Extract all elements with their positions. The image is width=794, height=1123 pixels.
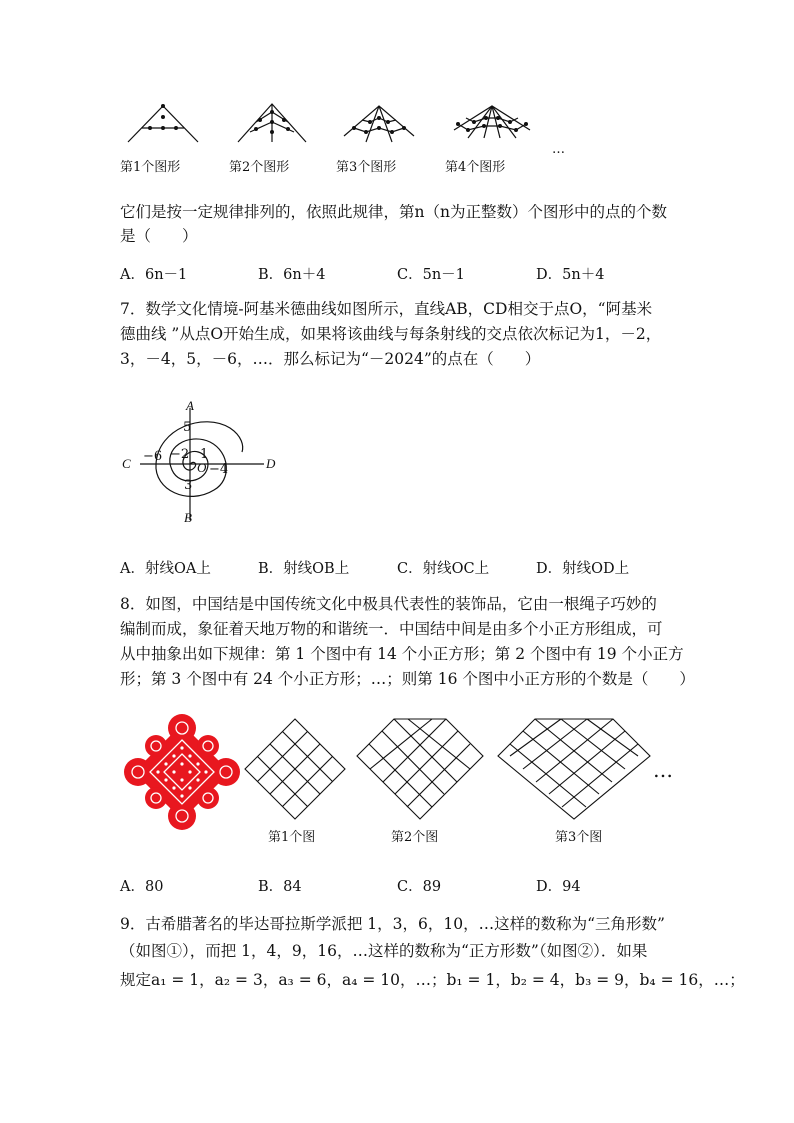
q7-stem-line-2: 德曲线 ”从点O开始生成，如果将该曲线与每条射线的交点依次标记为1，－2， [120,325,662,343]
q7-label-minus4: −4 [209,462,229,477]
q6-figure-4 [454,104,530,140]
q7-label-minus6: −6 [143,449,163,464]
q6-figure-2 [238,100,306,144]
q7-option-d: D．射线OD上 [536,561,630,577]
q6-stem-line-1: 它们是按一定规律排列的，依照此规律，第n（n为正整数）个图形中的点的个数 [120,203,667,221]
q6-figure-label-1: 第1个图形 [120,160,181,175]
q8-figure-label-1: 第1个图 [268,830,316,845]
q7-label-3: 3 [184,478,193,493]
q6-option-c: C．5n－1 [397,267,465,283]
q8-stem-line-2: 编制而成，象征着天地万物的和谐统一．中国结中间是由多个小正方形组成，可 [120,620,663,638]
q8-option-c: C．89 [397,879,442,895]
q7-option-c: C．射线OC上 [397,561,490,577]
q8-option-b: B．84 [258,879,302,895]
q7-label-a: A [186,398,194,413]
q7-label-o: O [197,460,207,475]
q8-stem-line-4: 形；第 3 个图中有 24 个小正方形；…；则第 16 个图中小正方形的个数是（ ） [120,670,695,688]
q7-label-1: 1 [200,447,209,462]
q6-figure-label-4: 第4个图形 [445,160,506,175]
q8-option-d: D．94 [536,879,581,895]
q8-figure-label-3: 第3个图 [555,830,603,845]
q8-option-a: A．80 [120,879,164,895]
q8-figure-label-2: 第2个图 [391,830,439,845]
q7-option-b: B．射线OB上 [258,561,350,577]
q6-figure-label-3: 第3个图形 [336,160,397,175]
q8-stem-line-3: 从中抽象出如下规律：第 1 个图中有 14 个小正方形；第 2 个图中有 19 个小正方 [120,645,684,663]
q9-stem-line-2: （如图①），而把 1，4，9，16，…这样的数称为“正方形数”（如图②）．如果 [120,942,648,960]
q7-label-d: D [266,456,276,471]
q6-option-b: B．6n＋4 [258,267,326,283]
q6-figure-1 [128,102,198,144]
q6-figure-3 [344,104,414,144]
q7-label-5: 5 [183,420,192,435]
q7-label-c: C [122,456,131,471]
q8-grid-figure-1 [244,718,346,820]
q8-grid-figure-3 [497,718,651,820]
q8-grid-figure-2 [356,718,484,820]
q6-option-a: A．6n－1 [120,267,188,283]
q7-label-b: B [184,510,192,525]
q8-stem-line-1: 8．如图，中国结是中国传统文化中极具代表性的装饰品，它由一根绳子巧妙的 [120,595,657,613]
q7-option-a: A．射线OA上 [120,561,211,577]
q6-ellipsis: … [552,142,565,157]
q9-stem-line-3: 规定a₁ = 1，a₂ = 3，a₃ = 6，a₄ = 10，…；b₁ = 1，b₂ = 4，b₃ = 9，b₄ = 16，…； [120,971,745,989]
q7-label-minus2: −2 [170,447,190,462]
q7-stem-line-1: 7．数学文化情境-阿基米德曲线如图所示，直线AB，CD相交于点O，“阿基米 [120,300,653,318]
q6-stem-line-2: 是（ ） [120,227,198,245]
q7-stem-line-3: 3，－4，5，－6，…．那么标记为“－2024”的点在（ ） [120,350,541,368]
q6-figure-label-2: 第2个图形 [229,160,290,175]
q9-stem-line-1: 9．古希腊著名的毕达哥拉斯学派把 1，3，6，10，…这样的数称为“三角形数” [120,915,665,933]
q8-chinese-knot-image [124,714,240,830]
q8-ellipsis: … [653,758,673,782]
q6-option-d: D．5n＋4 [536,267,605,283]
